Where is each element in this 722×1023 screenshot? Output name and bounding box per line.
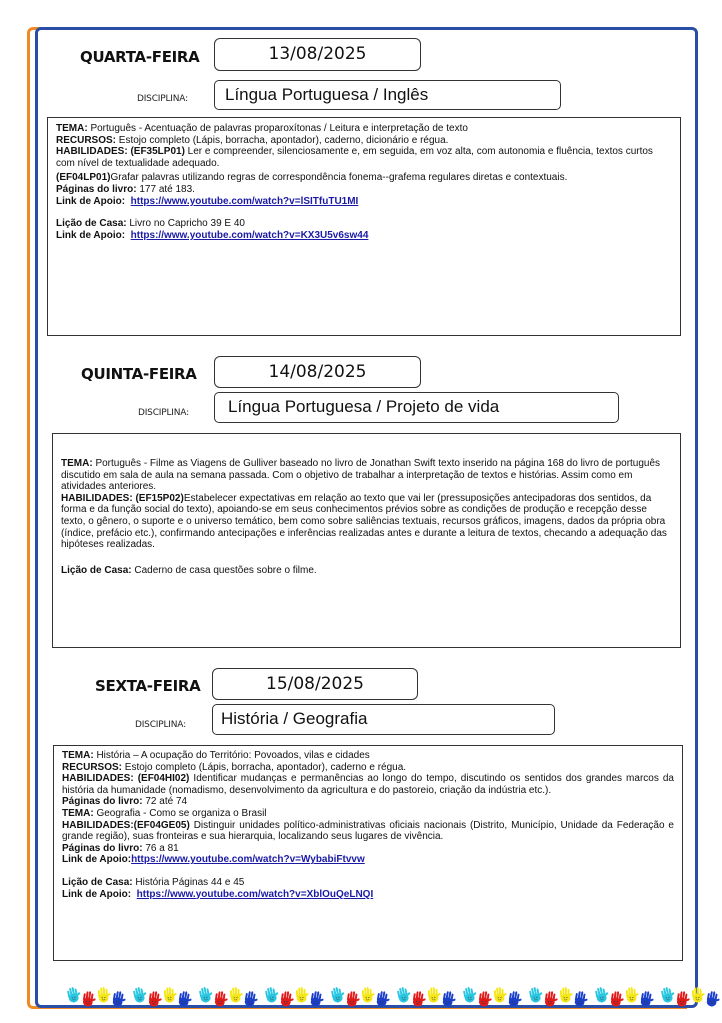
handprint-group-icon <box>66 988 126 1006</box>
habilidades-label: HABILIDADES:(EF04GE05) <box>62 819 190 831</box>
homework-link[interactable]: https://www.youtube.com/watch?v=XblOuQeLNQI <box>136 888 374 900</box>
licao-text: Livro no Capricho 39 E 40 <box>126 218 245 230</box>
tema-text: Português - Acentuação de palavras proparoxítonas / Leitura e interpretação de texto <box>87 123 468 134</box>
day-label: QUARTA-FEIRA <box>80 48 200 66</box>
habilidades-label: HABILIDADES: (EF15P02) <box>61 492 184 504</box>
licao-text: História Páginas 44 e 45 <box>132 876 245 888</box>
handprint-group-icon <box>330 988 390 1006</box>
paginas-label: Páginas do livro: <box>56 183 137 195</box>
link-label: Link de Apoio: <box>62 888 132 900</box>
disciplina-field: Língua Portuguesa / Inglês <box>214 80 561 110</box>
handprint-group-icon <box>198 988 258 1006</box>
recursos-label: RECURSOS: <box>62 761 123 773</box>
licao-label: Lição de Casa: <box>61 564 132 576</box>
tema-label: TEMA: <box>61 458 93 469</box>
tema-label: TEMA: <box>62 807 94 819</box>
habilidades-text: Ler e compreender, silenciosamente e, em seguida, em voz alta, com autonomia e fluência, textos curtos com nível de textualidade adequado. <box>56 146 653 169</box>
lesson-content-box <box>47 117 681 336</box>
homework-link[interactable]: https://www.youtube.com/watch?v=KX3U5v6sw44 <box>130 229 369 241</box>
tema-label: TEMA: <box>56 123 88 134</box>
recursos-label: RECURSOS: <box>56 134 117 146</box>
date-field: 14/08/2025 <box>214 356 421 388</box>
handprint-group-icon <box>396 988 456 1006</box>
licao-label: Lição de Casa: <box>62 876 133 888</box>
habilidade-code: (EF04LP01) <box>56 172 111 184</box>
licao-label: Lição de Casa: <box>56 218 127 230</box>
handprint-group-icon <box>660 988 720 1006</box>
lesson-content-box <box>52 433 681 648</box>
date-field: 13/08/2025 <box>214 38 421 71</box>
handprint-group-icon <box>132 988 192 1006</box>
disciplina-label: DISCIPLINA: <box>137 94 188 104</box>
tema-text: Geografia - Como se organiza o Brasil <box>93 807 267 819</box>
support-link[interactable]: https://www.youtube.com/watch?v=lSITfuTU1MI <box>130 195 359 207</box>
licao-text: Caderno de casa questões sobre o filme. <box>131 564 317 576</box>
date-field: 15/08/2025 <box>212 668 418 700</box>
link-label: Link de Apoio: <box>56 229 126 241</box>
handprint-group-icon <box>462 988 522 1006</box>
link-label: Link de Apoio: <box>56 195 126 207</box>
paginas-label: Páginas do livro: <box>62 842 143 854</box>
day-label: QUINTA-FEIRA <box>81 365 197 383</box>
link-label: Link de Apoio: <box>62 854 132 866</box>
paginas-text: 72 até 74 <box>142 796 188 808</box>
disciplina-label: DISCIPLINA: <box>135 720 186 730</box>
paginas-label: Páginas do livro: <box>62 796 143 808</box>
habilidades-label: HABILIDADES: (EF35LP01) <box>56 146 185 158</box>
recursos-text: Estojo completo (Lápis, borracha, apontador), caderno, dicionário e régua. <box>116 134 449 146</box>
disciplina-label: DISCIPLINA: <box>138 408 189 418</box>
day-label: SEXTA-FEIRA <box>95 677 201 695</box>
handprint-group-icon <box>528 988 588 1006</box>
habilidade-text: Grafar palavras utilizando regras de correspondência fonema--grafema regulares diretas e contextuais. <box>110 172 568 184</box>
lesson-content-box <box>53 745 683 961</box>
disciplina-field: História / Geografia <box>212 704 555 735</box>
paginas-text: 177 até 183. <box>136 183 195 195</box>
habilidades-label: HABILIDADES: (EF04HI02) <box>62 773 190 785</box>
disciplina-field: Língua Portuguesa / Projeto de vida <box>214 392 619 423</box>
tema-text: Português - Filme as Viagens de Gulliver baseado no livro de Jonathan Swift texto inserido na página 168 do livro de português discutido em sala de aula na semana passada. Com o objetivo de trabalhar a interpretação de textos e histórias. Assim como em atividades anteriores. <box>61 458 661 493</box>
tema-text: História – A ocupação do Território: Povoados, vilas e cidades <box>93 750 370 761</box>
handprint-group-icon <box>264 988 324 1006</box>
support-link[interactable]: https://www.youtube.com/watch?v=WybabiFtvvw <box>131 854 365 866</box>
habilidades-text: Distinguir unidades político-administrativas oficiais nacionais (Distrito, Município, Unidade da Federação e grande região), suas fronteiras e sua hierarquia, localizando seus lugares de vivência. <box>62 819 674 843</box>
recursos-text: Estojo completo (Lápis, borracha, apontador), caderno e régua. <box>122 761 407 773</box>
handprints-border-icon <box>66 982 666 1006</box>
habilidades-text: Estabelecer expectativas em relação ao texto que vai ler (pressuposições antecipadoras dos sentidos, da forma e da função social do texto), apoiando-se em seus conhecimentos prévios sobre as condições de produção e recepção desse texto, o gênero, o suporte e o universo temático, bem como sobre saliências textuais, recursos gráficos, imagens, dados da própria obra (índice, prefácio etc.), confirmando antecipações e inferências realizadas antes e durante a leitura de textos, checando a adequação das hipóteses realizadas. <box>61 492 667 551</box>
habilidades-text: Identificar mudanças e permanências ao longo do tempo, discutindo os sentidos dos grandes marcos da história da humanidade (nomadismo, desenvolvimento da agricultura e do pastoreio, criação da indústria etc.). <box>62 773 674 796</box>
tema-label: TEMA: <box>62 750 94 761</box>
paginas-text: 76 a 81 <box>142 842 179 854</box>
handprint-group-icon <box>594 988 654 1006</box>
